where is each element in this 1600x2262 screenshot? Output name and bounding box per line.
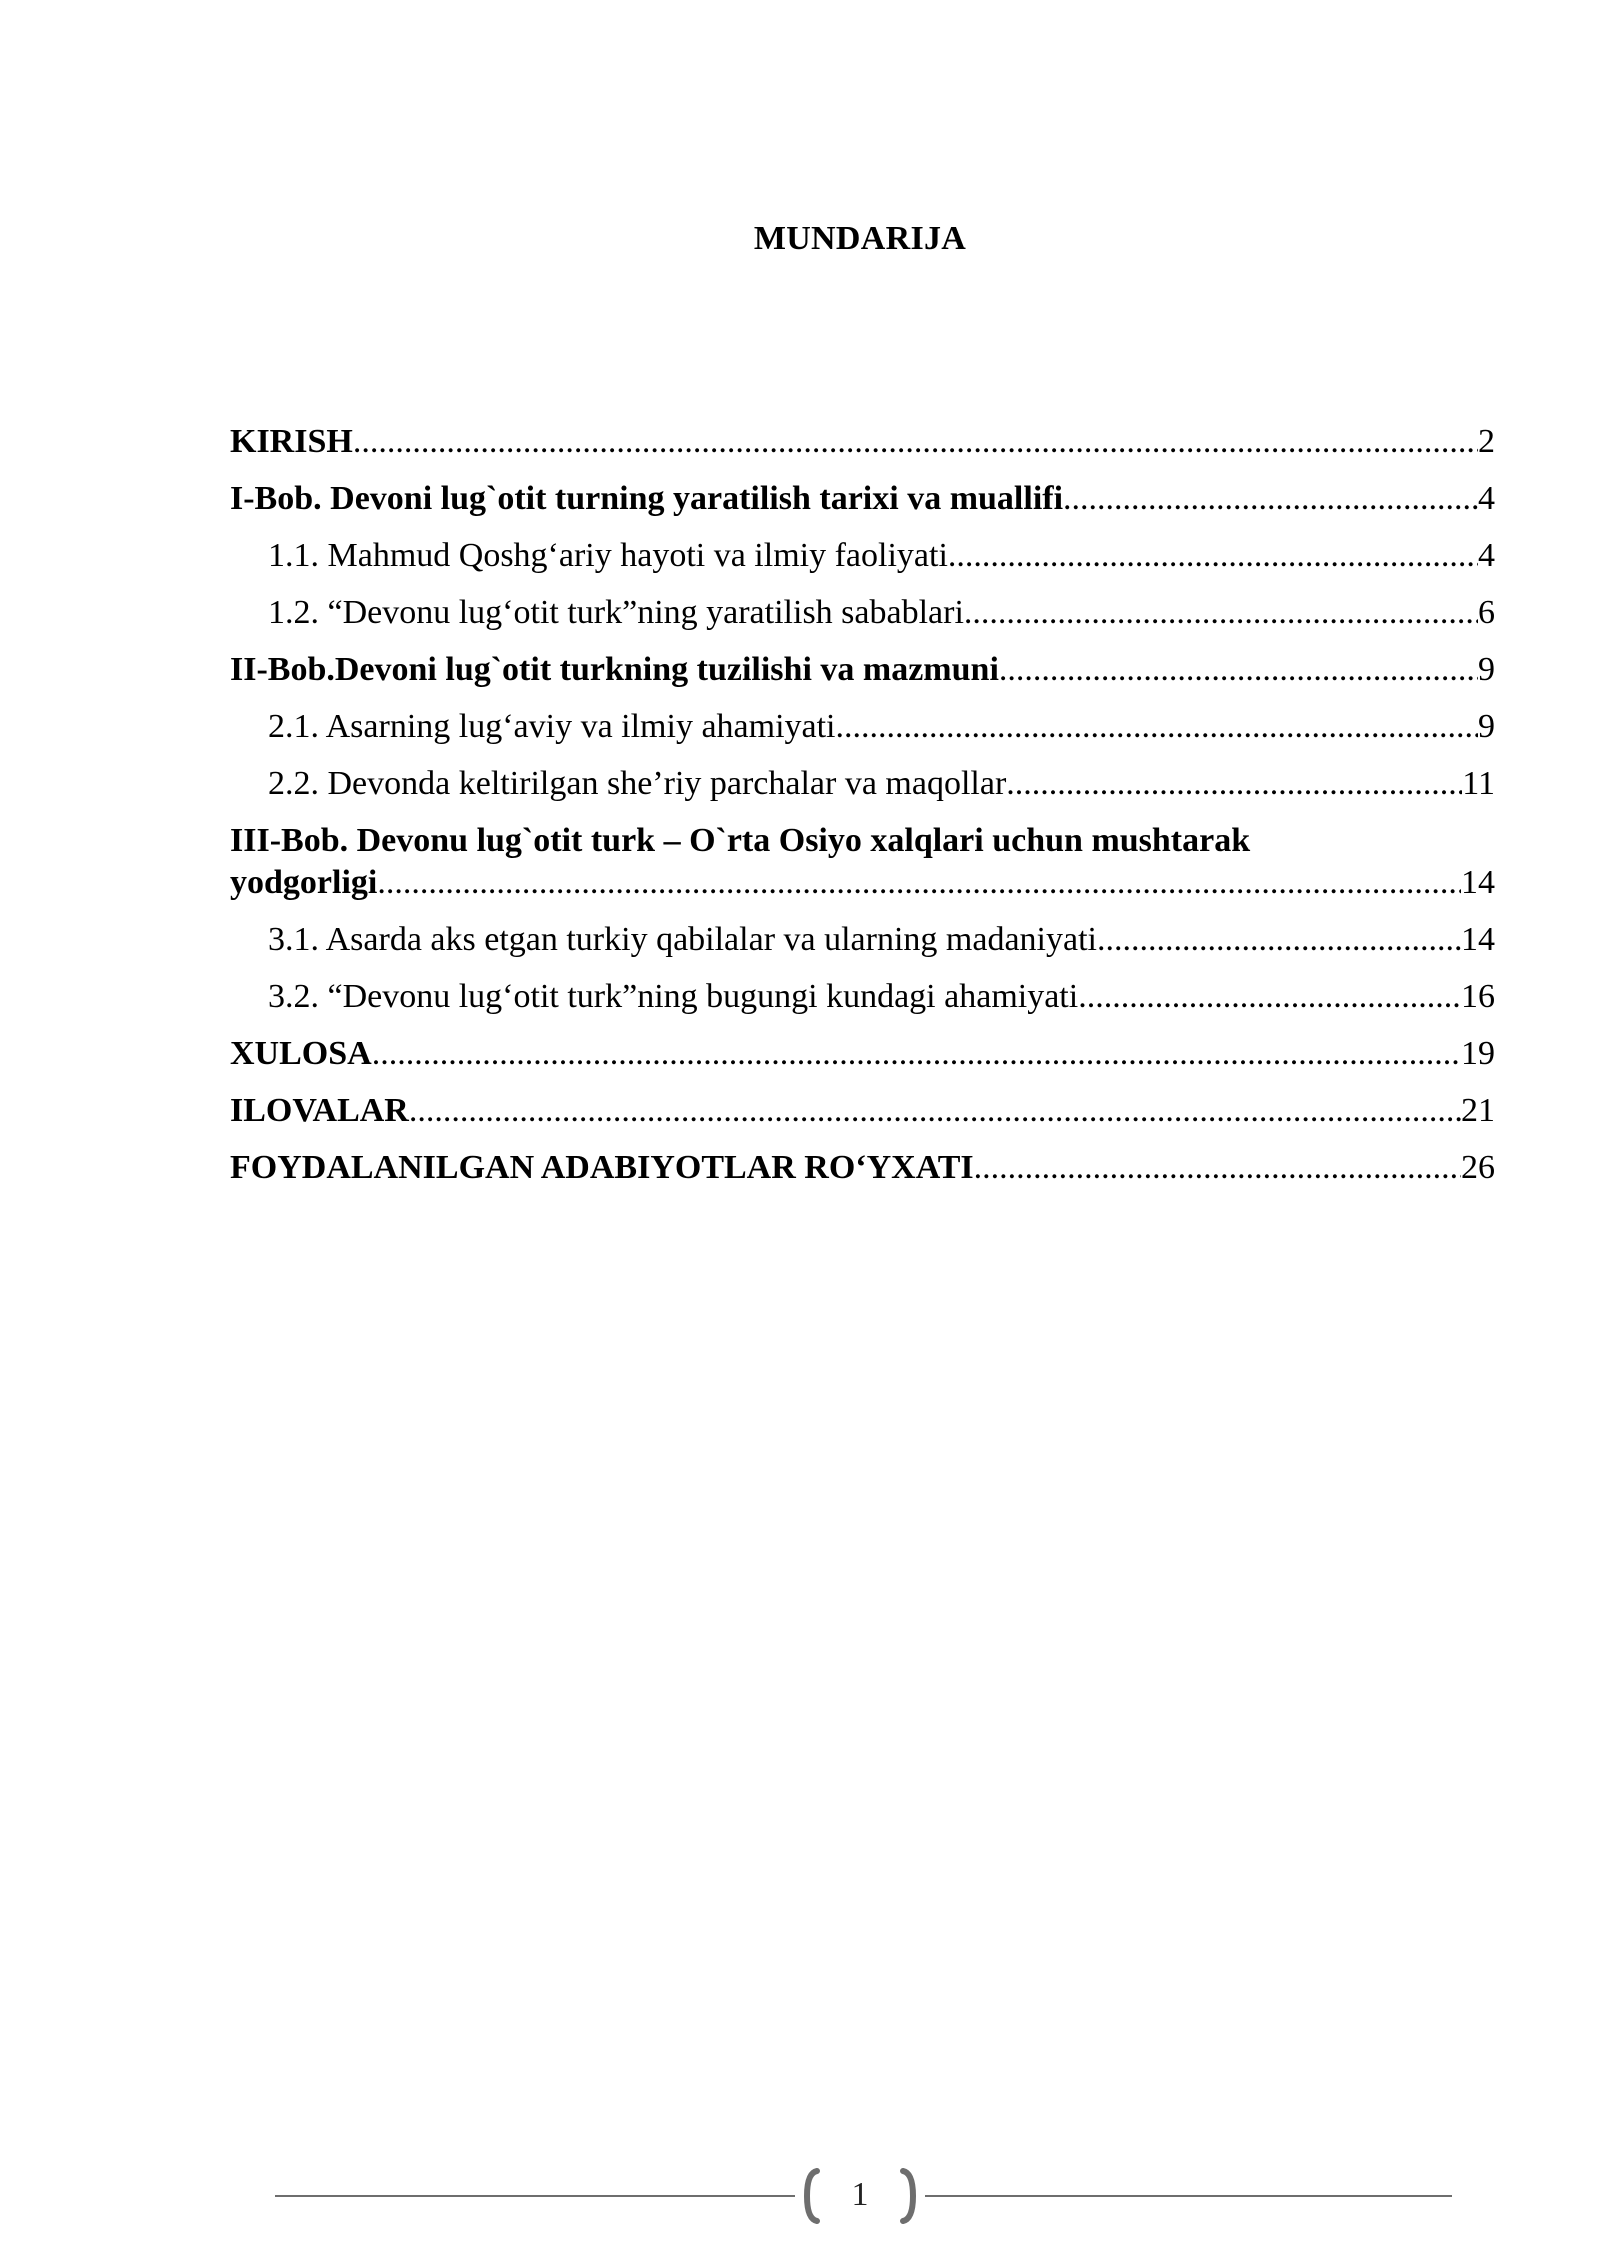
toc-entry-label: XULOSA [230,1035,372,1072]
toc-leader-dots [409,1082,1461,1139]
toc-page-number: 9 [1478,708,1495,745]
toc-entry-second-line [230,862,1495,911]
toc-leader-dots [948,527,1478,584]
footer-rule-left [275,2195,795,2197]
toc-page-number: 4 [1478,480,1495,517]
table-of-contents [230,413,1495,1196]
toc-entry-label: 1.1. Mahmud Qoshg‘ariy hayoti va ilmiy faoliyati [268,537,948,574]
toc-leader-dots [836,698,1478,755]
toc-entry-label: KIRISH [230,423,353,460]
toc-entry-section-3-2[interactable] [230,968,1495,1025]
toc-page-number: 19 [1461,1035,1495,1072]
toc-entry-label: II-Bob.Devoni lug`otit turkning tuzilishi va mazmuni [230,651,999,688]
toc-page-number: 4 [1478,537,1495,574]
toc-entry-label: I-Bob. Devoni lug`otit turning yaratilish tarixi va muallifi [230,480,1064,517]
toc-entry-label: 2.1. Asarning lug‘aviy va ilmiy ahamiyati [268,708,836,745]
toc-entry-chapter-2[interactable] [230,641,1495,698]
toc-page-number: 26 [1461,1149,1495,1186]
toc-entry-section-2-1[interactable] [230,698,1495,755]
toc-entry-label: ILOVALAR [230,1092,409,1129]
toc-page-number: 21 [1461,1092,1495,1129]
toc-entry-section-2-2[interactable] [230,755,1495,812]
toc-page-number: 14 [1461,864,1495,901]
toc-page-number: 9 [1478,651,1495,688]
toc-entry-section-3-1[interactable] [230,911,1495,968]
toc-entry-section-1-2[interactable] [230,584,1495,641]
toc-entry-xulosa[interactable] [230,1025,1495,1082]
toc-page-number: 11 [1462,765,1495,802]
toc-entry-ilovalar[interactable] [230,1082,1495,1139]
page-footer [275,2165,1452,2225]
toc-entry-section-1-1[interactable] [230,527,1495,584]
toc-leader-dots [1097,911,1461,968]
page-number: 1 [851,2176,869,2213]
toc-page-number: 16 [1461,978,1495,1015]
toc-page-number: 6 [1478,594,1495,631]
footer-rule-right [925,2195,1452,2197]
toc-entry-label: 2.2. Devonda keltirilgan she’riy parchalar va maqollar [268,765,1007,802]
toc-leader-dots [377,862,1461,904]
toc-leader-dots [1006,755,1462,812]
toc-entry-references[interactable] [230,1139,1495,1196]
toc-entry-label: 3.1. Asarda aks etgan turkiy qabilalar va ularning madaniyati [268,921,1097,958]
toc-entry-label: FOYDALANILGAN ADABIYOTLAR RO‘YXATI [230,1149,974,1186]
toc-leader-dots [372,1025,1461,1082]
toc-entry-chapter-1[interactable] [230,470,1495,527]
toc-leader-dots [964,584,1478,641]
toc-leader-dots [353,413,1478,470]
toc-page-number: 2 [1478,423,1495,460]
toc-entry-label: 1.2. “Devonu lug‘otit turk”ning yaratilish sabablari [268,594,964,631]
page-title: MUNDARIJA [753,220,967,257]
toc-entry-label-line-1: III-Bob. Devonu lug`otit turk – O`rta Osiyo xalqlari uchun mushtarak [230,822,1251,859]
toc-leader-dots [1078,968,1461,1025]
toc-leader-dots [999,641,1478,698]
toc-page-number: 14 [1461,921,1495,958]
toc-leader-dots [1063,470,1478,527]
toc-entry-kirish[interactable] [230,413,1495,470]
toc-entry-chapter-3[interactable] [230,820,1495,911]
toc-entry-label-line-2: yodgorligi [230,864,378,901]
toc-leader-dots [974,1139,1461,1196]
toc-entry-label: 3.2. “Devonu lug‘otit turk”ning bugungi kundagi ahamiyati [268,978,1079,1015]
